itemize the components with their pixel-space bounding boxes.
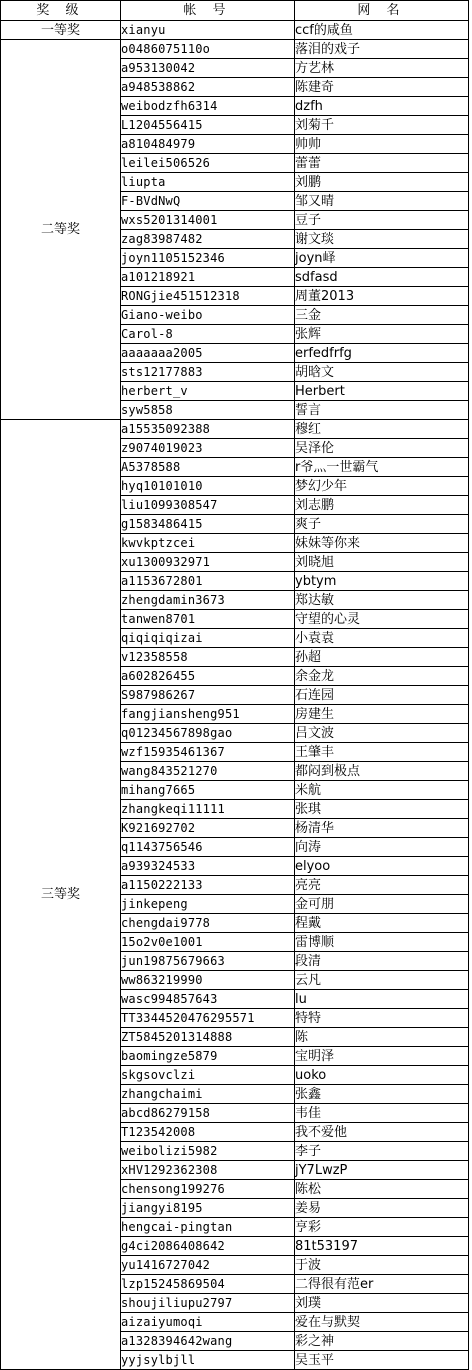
nickname-cell: 张琪 — [295, 800, 469, 819]
account-cell: F-BVdNwQ — [121, 192, 295, 211]
account-cell: leilei506526 — [121, 154, 295, 173]
account-cell: wang843521270 — [121, 762, 295, 781]
account-cell: a939324533 — [121, 857, 295, 876]
nickname-cell: 周董2013 — [295, 287, 469, 306]
account-cell: a948538862 — [121, 78, 295, 97]
account-cell: ZT5845201314888 — [121, 1028, 295, 1047]
nickname-cell: jY7LwzP — [295, 1161, 469, 1180]
nickname-cell: 雷博顺 — [295, 933, 469, 952]
account-cell: jiangyi8195 — [121, 1199, 295, 1218]
nickname-cell: 亨彩 — [295, 1218, 469, 1237]
nickname-cell: r爷灬一世霸气 — [295, 458, 469, 477]
account-cell: fangjiansheng951 — [121, 705, 295, 724]
nickname-cell: erfedfrfg — [295, 344, 469, 363]
nickname-cell: dzfh — [295, 97, 469, 116]
nickname-cell: 爽子 — [295, 515, 469, 534]
table-row — [1, 40, 469, 59]
account-cell: a15535092388 — [121, 420, 295, 439]
account-cell: A5378588 — [121, 458, 295, 477]
nickname-cell: 吴玉平 — [295, 1351, 469, 1370]
account-cell: hengcai-pingtan — [121, 1218, 295, 1237]
nickname-cell: 小袁袁 — [295, 629, 469, 648]
account-cell: g4ci2086408642 — [121, 1237, 295, 1256]
account-cell: zhangkeqi11111 — [121, 800, 295, 819]
account-cell: baomingze5879 — [121, 1047, 295, 1066]
nickname-cell: 姜易 — [295, 1199, 469, 1218]
nickname-cell: 特特 — [295, 1009, 469, 1028]
nickname-cell: 宝明泽 — [295, 1047, 469, 1066]
account-cell: L1204556415 — [121, 116, 295, 135]
nickname-cell: 刘晓旭 — [295, 553, 469, 572]
account-cell: a810484979 — [121, 135, 295, 154]
nickname-header: 网 名 — [295, 1, 469, 21]
account-cell: joyn1105152346 — [121, 249, 295, 268]
nickname-cell: 81t53197 — [295, 1237, 469, 1256]
account-cell: a1153672801 — [121, 572, 295, 591]
account-cell: jinkepeng — [121, 895, 295, 914]
account-cell: S987986267 — [121, 686, 295, 705]
account-cell: qiqiqiqizai — [121, 629, 295, 648]
nickname-cell: 吴泽伦 — [295, 439, 469, 458]
nickname-cell: ccf的咸鱼 — [295, 21, 469, 40]
account-cell: v12358558 — [121, 648, 295, 667]
account-cell: 15o2v0e1001 — [121, 933, 295, 952]
nickname-cell: ybtym — [295, 572, 469, 591]
account-cell: skgsovclzi — [121, 1066, 295, 1085]
nickname-cell: 张辉 — [295, 325, 469, 344]
nickname-cell: 方艺林 — [295, 59, 469, 78]
nickname-cell: sdfasd — [295, 268, 469, 287]
nickname-cell: 刘璞 — [295, 1294, 469, 1313]
nickname-cell: 守望的心灵 — [295, 610, 469, 629]
account-cell: RONGjie451512318 — [121, 287, 295, 306]
account-cell: xianyu — [121, 21, 295, 40]
account-cell: Giano-weibo — [121, 306, 295, 325]
prize-level-cell: 一等奖 — [1, 21, 121, 40]
nickname-cell: 于波 — [295, 1256, 469, 1275]
nickname-cell: 杨清华 — [295, 819, 469, 838]
account-cell: q01234567898gao — [121, 724, 295, 743]
nickname-cell: lu — [295, 990, 469, 1009]
account-cell: lzp15245869504 — [121, 1275, 295, 1294]
table-row — [1, 420, 469, 439]
nickname-cell: 张鑫 — [295, 1085, 469, 1104]
nickname-cell: 妹妹等你来 — [295, 534, 469, 553]
account-cell: aizaiyumoqi — [121, 1313, 295, 1332]
account-cell: hyq10101010 — [121, 477, 295, 496]
account-cell: Carol-8 — [121, 325, 295, 344]
nickname-cell: uoko — [295, 1066, 469, 1085]
nickname-cell: 吕文波 — [295, 724, 469, 743]
account-cell: jun19875679663 — [121, 952, 295, 971]
prize-level-cell: 二等奖 — [1, 40, 121, 420]
nickname-cell: 段清 — [295, 952, 469, 971]
account-header: 帐 号 — [121, 1, 295, 21]
account-cell: kwvkptzcei — [121, 534, 295, 553]
account-cell: weibodzfh6314 — [121, 97, 295, 116]
account-cell: g1583486415 — [121, 515, 295, 534]
nickname-cell: 邹又晴 — [295, 192, 469, 211]
nickname-cell: 金可朋 — [295, 895, 469, 914]
account-cell: herbert_v — [121, 382, 295, 401]
nickname-cell: 韦佳 — [295, 1104, 469, 1123]
account-cell: z9074019023 — [121, 439, 295, 458]
nickname-cell: 胡晗文 — [295, 363, 469, 382]
nickname-cell: elyoo — [295, 857, 469, 876]
account-cell: chensong199276 — [121, 1180, 295, 1199]
header-row — [1, 1, 469, 21]
nickname-cell: 彩之神 — [295, 1332, 469, 1351]
nickname-cell: 落泪的戏子 — [295, 40, 469, 59]
nickname-cell: 豆子 — [295, 211, 469, 230]
account-cell: wzf15935461367 — [121, 743, 295, 762]
account-cell: wxs5201314001 — [121, 211, 295, 230]
account-cell: K921692702 — [121, 819, 295, 838]
account-cell: syw5858 — [121, 401, 295, 420]
account-cell: chengdai9778 — [121, 914, 295, 933]
nickname-cell: 余金龙 — [295, 667, 469, 686]
nickname-cell: 都闷到极点 — [295, 762, 469, 781]
nickname-cell: 谢文琰 — [295, 230, 469, 249]
nickname-cell: 石连园 — [295, 686, 469, 705]
nickname-cell: 刘志鹏 — [295, 496, 469, 515]
account-cell: wasc994857643 — [121, 990, 295, 1009]
account-cell: liupta — [121, 173, 295, 192]
prize-level-header: 奖 级 — [1, 1, 121, 21]
account-cell: shoujiliupu2797 — [121, 1294, 295, 1313]
nickname-cell: 誓言 — [295, 401, 469, 420]
nickname-cell: 梦幻少年 — [295, 477, 469, 496]
nickname-cell: 亮亮 — [295, 876, 469, 895]
nickname-cell: joyn峄 — [295, 249, 469, 268]
nickname-cell: 三金 — [295, 306, 469, 325]
nickname-cell: 房建生 — [295, 705, 469, 724]
account-cell: zag83987482 — [121, 230, 295, 249]
table-row — [1, 21, 469, 40]
account-cell: sts12177883 — [121, 363, 295, 382]
account-cell: zhangchaimi — [121, 1085, 295, 1104]
nickname-cell: 刘菊千 — [295, 116, 469, 135]
account-cell: a1328394642wang — [121, 1332, 295, 1351]
nickname-cell: 向涛 — [295, 838, 469, 857]
nickname-cell: 李子 — [295, 1142, 469, 1161]
account-cell: q1143756546 — [121, 838, 295, 857]
account-cell: a953130042 — [121, 59, 295, 78]
nickname-cell: 蕾蕾 — [295, 154, 469, 173]
account-cell: ww863219990 — [121, 971, 295, 990]
account-cell: aaaaaaa2005 — [121, 344, 295, 363]
account-cell: TT3344520476295571 — [121, 1009, 295, 1028]
account-cell: tanwen8701 — [121, 610, 295, 629]
nickname-cell: Herbert — [295, 382, 469, 401]
nickname-cell: 陈松 — [295, 1180, 469, 1199]
nickname-cell: 爱在与默契 — [295, 1313, 469, 1332]
account-cell: T123542008 — [121, 1123, 295, 1142]
account-cell: a1150222133 — [121, 876, 295, 895]
account-cell: o0486075110o — [121, 40, 295, 59]
account-cell: liu1099308547 — [121, 496, 295, 515]
nickname-cell: 刘鹏 — [295, 173, 469, 192]
nickname-cell: 穆红 — [295, 420, 469, 439]
nickname-cell: 米航 — [295, 781, 469, 800]
account-cell: weibolizi5982 — [121, 1142, 295, 1161]
account-cell: zhengdamin3673 — [121, 591, 295, 610]
nickname-cell: 陈建奇 — [295, 78, 469, 97]
nickname-cell: 孙超 — [295, 648, 469, 667]
account-cell: xHV1292362308 — [121, 1161, 295, 1180]
account-cell: a101218921 — [121, 268, 295, 287]
account-cell: a602826455 — [121, 667, 295, 686]
account-cell: yu1416727042 — [121, 1256, 295, 1275]
prize-level-cell: 三等奖 — [1, 420, 121, 1370]
nickname-cell: 二得很有范er — [295, 1275, 469, 1294]
nickname-cell: 帅帅 — [295, 135, 469, 154]
nickname-cell: 郑达敏 — [295, 591, 469, 610]
nickname-cell: 程戴 — [295, 914, 469, 933]
nickname-cell: 我不爱他 — [295, 1123, 469, 1142]
account-cell: abcd86279158 — [121, 1104, 295, 1123]
nickname-cell: 云凡 — [295, 971, 469, 990]
nickname-cell: 陈 — [295, 1028, 469, 1047]
account-cell: xu1300932971 — [121, 553, 295, 572]
account-cell: mihang7665 — [121, 781, 295, 800]
account-cell: yyjsylbjll — [121, 1351, 295, 1370]
table-body — [1, 21, 469, 1370]
nickname-cell: 王肇丰 — [295, 743, 469, 762]
